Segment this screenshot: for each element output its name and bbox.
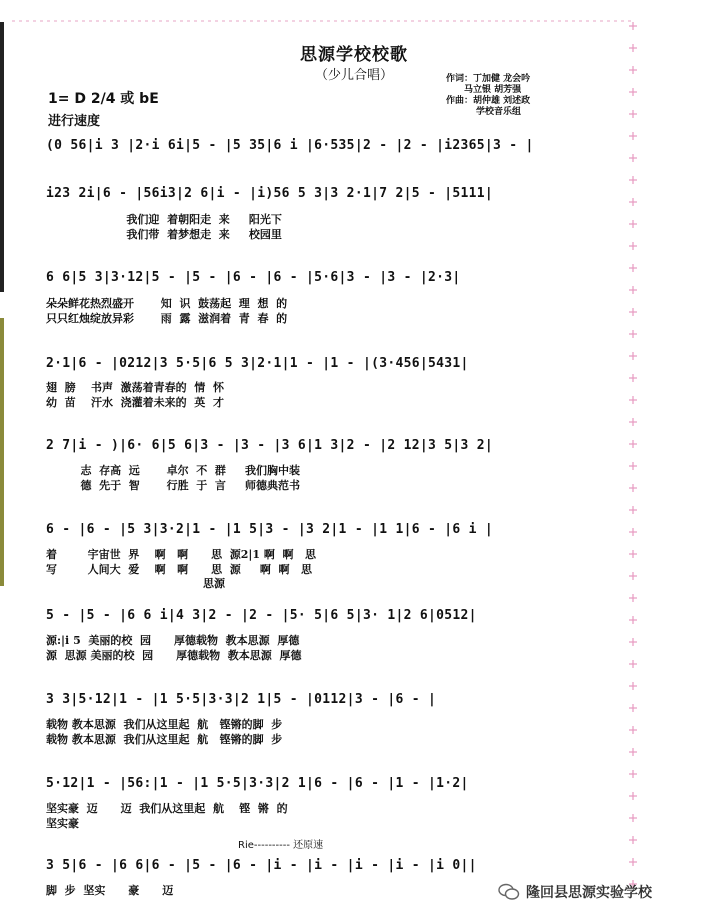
plus-ornament (629, 22, 637, 30)
plus-ornament (629, 594, 637, 602)
plus-ornament (629, 550, 637, 558)
plus-ornament (629, 440, 637, 448)
lyric-line-9a: 坚实豪 迈 迈 我们从这里起 航 铿 锵 的 (46, 802, 288, 815)
lyric-line-9b: 坚实豪 (46, 817, 79, 830)
plus-ornament (629, 110, 637, 118)
key-signature: 1= D 2/4 或 bE (48, 91, 159, 107)
plus-ornament (629, 770, 637, 778)
plus-ornament (629, 858, 637, 866)
plus-ornament (629, 374, 637, 382)
notation-line-2: i23 2i|6 - |56i3|2 6|i - |i)56 5 3|3 2·1|7 2|5 - |5111| (46, 186, 493, 201)
plus-ornament (629, 220, 637, 228)
plus-ornament (629, 352, 637, 360)
plus-ornament (629, 726, 637, 734)
lyric-line-8b: 载物 教本思源 我们从这里起 航 铿锵的脚 步 (46, 733, 283, 746)
notation-line-10: 3 5|6 - |6 6|6 - |5 - |6 - |i - |i - |i - |i - |i 0|| (46, 858, 477, 873)
plus-ornament (629, 264, 637, 272)
notation-line-8: 3 3|5·12|1 - |1 5·5|3·3|2 1|5 - |0112|3 - |6 - | (46, 692, 437, 707)
plus-ornament (629, 748, 637, 756)
plus-ornament (629, 286, 637, 294)
plus-ornament (629, 462, 637, 470)
plus-ornament (629, 396, 637, 404)
lyric-line-2b: 我们带 着梦想走 来 校园里 (46, 228, 282, 241)
lyric-line-2a: 我们迎 着朝阳走 来 阳光下 (46, 213, 282, 226)
plus-ornament (629, 308, 637, 316)
lyricist-line-2: 马立银 胡芳强 (464, 85, 522, 95)
plus-ornament (629, 638, 637, 646)
plus-ornament (629, 330, 637, 338)
plus-ornament (629, 132, 637, 140)
wechat-icon (498, 883, 520, 901)
plus-ornament (629, 792, 637, 800)
song-subtitle: （少儿合唱） (314, 68, 393, 83)
lyric-line-7a: 源:|i 5 美丽的校 园 厚德载物 教本思源 厚德 (46, 634, 300, 647)
tempo-marking: 进行速度 (48, 114, 101, 129)
composer-line-2: 学校音乐组 (476, 107, 522, 117)
plus-ornament (629, 484, 637, 492)
left-edge-strip-lower (0, 318, 4, 586)
notation-line-6: 6 - |6 - |5 3|3·2|1 - |1 5|3 - |3 2|1 - |1 1|6 - |6 i | (46, 522, 493, 537)
top-dashed-border (12, 16, 632, 26)
plus-ornament (629, 836, 637, 844)
plus-ornament (629, 154, 637, 162)
plus-ornament (629, 682, 637, 690)
plus-ornament (629, 814, 637, 822)
notation-line-4: 2·1|6 - |0212|3 5·5|6 5 3|2·1|1 - |1 - |(3·456|5431| (46, 356, 469, 371)
notation-line-3: 6 6|5 3|3·12|5 - |5 - |6 - |6 - |5·6|3 - |3 - |2·3| (46, 270, 461, 285)
lyric-line-4a: 翅 膀 书声 激荡着青春的 情 怀 (46, 381, 224, 394)
watermark (498, 880, 698, 904)
lyric-line-5a: 志 存高 远 卓尔 不 群 我们胸中装 (46, 464, 301, 477)
plus-ornament (629, 704, 637, 712)
lyric-line-7b: 源 思源 美丽的校 园 厚德载物 教本思源 厚德 (46, 649, 302, 662)
lyric-line-5b: 德 先于 智 行胜 于 言 师德典范书 (46, 479, 301, 492)
notation-line-7: 5 - |5 - |6 6 i|4 3|2 - |2 - |5· 5|6 5|3· 1|2 6|0512| (46, 608, 477, 623)
lyric-line-3a: 朵朵鲜花热烈盛开 知 识 鼓荡起 理 想 的 (46, 297, 288, 310)
lyric-line-6a: 着 宇宙世 界 啊 啊 思 源2|1 啊 啊 思 (46, 548, 317, 561)
credits (446, 74, 530, 118)
lyric-line-10a: 脚 步 坚实 豪 迈 (46, 884, 174, 897)
composer-line: 作曲：胡仲雄 刘述政 (446, 96, 531, 106)
plus-ornament (629, 506, 637, 514)
notation-line-1: (0 56|i 3 |2·i 6i|5 - |5 35|6 i |6·535|2 - |2 - |i2365|3 - | (46, 138, 534, 153)
song-title: 思源学校校歌 (300, 45, 408, 65)
plus-ornament (629, 88, 637, 96)
lyric-line-3b: 只只红烛绽放异彩 雨 露 滋润着 青 春 的 (46, 312, 288, 325)
ritardando-marking: Rie---------- 还原速 (238, 840, 324, 851)
right-plus-border (626, 18, 640, 888)
lyricist-line: 作词：丁加健 龙会吟 (446, 74, 531, 84)
plus-ornament (629, 616, 637, 624)
notation-line-9: 5·12|1 - |56:|1 - |1 5·5|3·3|2 1|6 - |6 - |1 - |1·2| (46, 776, 469, 791)
lyric-line-6b: 写 人间大 爱 啊 啊 思 源 啊 啊 思 (46, 563, 313, 576)
plus-ornament (629, 528, 637, 536)
plus-ornament (629, 660, 637, 668)
plus-ornament (629, 242, 637, 250)
watermark-text: 隆回县思源实验学校 (526, 885, 652, 901)
lyric-line-4b: 幼 苗 汗水 浇灌着未来的 英 才 (46, 396, 224, 409)
plus-ornament (629, 198, 637, 206)
lyric-line-6c: 思源 (46, 577, 226, 590)
plus-ornament (629, 418, 637, 426)
notation-line-5: 2 7|i - )|6· 6|5 6|3 - |3 - |3 6|1 3|2 - |2 12|3 5|3 2| (46, 438, 493, 453)
plus-ornament (629, 176, 637, 184)
lyric-line-8a: 载物 教本思源 我们从这里起 航 铿锵的脚 步 (46, 718, 283, 731)
plus-ornament (629, 572, 637, 580)
